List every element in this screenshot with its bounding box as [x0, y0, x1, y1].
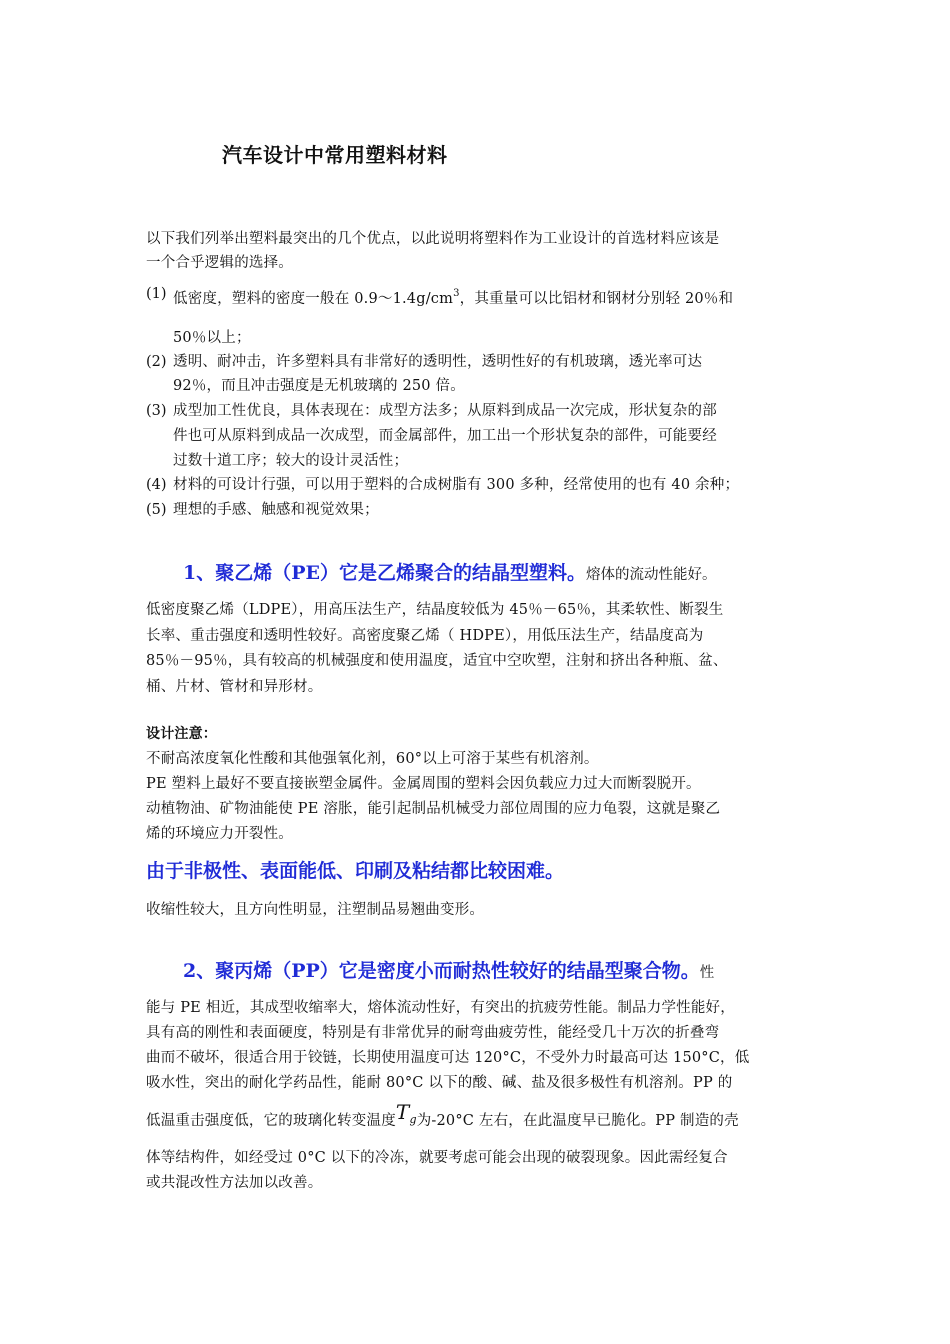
list-number-5: (5)	[146, 502, 167, 518]
intro-line-1: 以下我们列举出塑料最突出的几个优点，以此说明将塑料作为工业设计的首选材料应该是	[146, 231, 720, 247]
advantage-4: 材料的可设计行强，可以用于塑料的合成树脂有 300 多种，经常使用的也有 40 余种；	[173, 477, 740, 493]
pp-paragraph-line-2: 具有高的刚性和表面硬度，特别是有非常优异的耐弯曲疲劳性，能经受几十万次的折叠弯	[146, 1025, 720, 1041]
pe-shrinkage-note: 收缩性较大，且方向性明显，注塑制品易翘曲变形。	[146, 902, 485, 918]
pp-heading-tail: 性	[699, 965, 715, 981]
document-title: 汽车设计中常用塑料材料	[222, 143, 448, 167]
pp-paragraph-line-3: 曲而不破坏，很适合用于铰链，长期使用温度可达 120°C，不受外力时最高可达 150°C，低	[146, 1050, 750, 1066]
pp-heading-text: 2、聚丙烯（PP）它是密度小而耐热性较好的结晶型聚合物。	[183, 960, 700, 982]
pp-paragraph-line-7: 或共混改性方法加以改善。	[146, 1175, 323, 1191]
pe-paragraph-line-4: 桶、片材、管材和异形材。	[146, 679, 323, 695]
pp-heading	[183, 958, 714, 986]
design-note-1: 不耐高浓度氧化性酸和其他强氧化剂，60°以上可溶于某些有机溶剂。	[146, 751, 599, 767]
pe-heading-tail: 熔体的流动性能好。	[586, 567, 717, 583]
advantage-3-line-2: 件也可从原料到成品一次成型，而金属部件，加工出一个形状复杂的部件，可能要经	[173, 428, 717, 444]
list-number-4: (4)	[146, 477, 167, 493]
advantage-2-line-1: 透明、耐冲击，许多塑料具有非常好的透明性，透明性好的有机玻璃，透光率可达	[173, 354, 703, 370]
list-number-1: (1)	[146, 286, 167, 302]
pp-line-5-start: 低温重击强度低，它的玻璃化转变温度	[146, 1113, 396, 1129]
advantage-5: 理想的手感、触感和视觉效果；	[173, 502, 379, 518]
list-number-2: (2)	[146, 354, 167, 370]
design-notes-label: 设计注意：	[146, 726, 217, 742]
advantage-3-line-3: 过数十道工序；较大的设计灵活性；	[173, 453, 409, 469]
tg-symbol: T	[395, 1100, 410, 1124]
pp-paragraph-line-6: 体等结构件，如经受过 0°C 以下的冷冻，就要考虑可能会出现的破裂现象。因此需经复合	[146, 1150, 728, 1166]
advantage-1-text: 低密度，塑料的密度一般在 0.9～1.4g/cm	[173, 291, 454, 307]
design-note-3-line-1: 动植物油、矿物油能使 PE 溶胀，能引起制品机械受力部位周围的应力龟裂，这就是聚乙	[146, 801, 721, 817]
advantage-1-continued: 50％以上；	[173, 330, 251, 346]
pe-heading	[183, 560, 717, 588]
pe-paragraph-line-2: 长率、重击强度和透明性较好。高密度聚乙烯（ HDPE），用低压法生产，结晶度高为	[146, 628, 704, 644]
list-number-3: (3)	[146, 403, 167, 419]
pp-paragraph-line-5	[146, 1100, 739, 1132]
advantage-2-line-2: 92％，而且冲击强度是无机玻璃的 250 倍。	[173, 378, 465, 394]
advantage-1	[173, 284, 733, 309]
pp-paragraph-line-1: 能与 PE 相近，其成型收缩率大，熔体流动性好，有突出的抗疲劳性能。制品力学性能好，	[146, 1000, 735, 1016]
tg-subscript: g	[409, 1113, 417, 1126]
pp-paragraph-line-4: 吸水性，突出的耐化学药品性，能耐 80°C 以下的酸、碱、盐及很多极性有机溶剂。PP 的	[146, 1075, 733, 1091]
advantage-3-line-1: 成型加工性优良，具体表现在：成型方法多；从原料到成品一次完成，形状复杂的部	[173, 403, 717, 419]
pe-paragraph-line-1: 低密度聚乙烯（LDPE），用高压法生产，结晶度较低为 45％－65％，其柔软性、断裂生	[146, 602, 724, 618]
pe-heading-text: 1、聚乙烯（PE）它是乙烯聚合的结晶型塑料。	[183, 562, 586, 584]
intro-line-2: 一个合乎逻辑的选择。	[146, 255, 293, 271]
advantage-1-text-end: ，其重量可以比铝材和钢材分别轻 20％和	[459, 291, 734, 307]
design-note-2: PE 塑料上最好不要直接嵌塑金属件。金属周围的塑料会因负载应力过大而断裂脱开。	[146, 776, 701, 792]
design-note-3-line-2: 烯的环境应力开裂性。	[146, 826, 293, 842]
pe-emphasis: 由于非极性、表面能低、印刷及粘结都比较困难。	[146, 860, 565, 882]
superscript-3: 3	[453, 288, 460, 299]
pe-paragraph-line-3: 85％－95％，具有较高的机械强度和使用温度，适宜中空吹塑，注射和挤出各种瓶、盆、	[146, 653, 728, 669]
pp-line-5-end: 为-20°C 左右，在此温度早已脆化。PP 制造的壳	[416, 1113, 739, 1129]
